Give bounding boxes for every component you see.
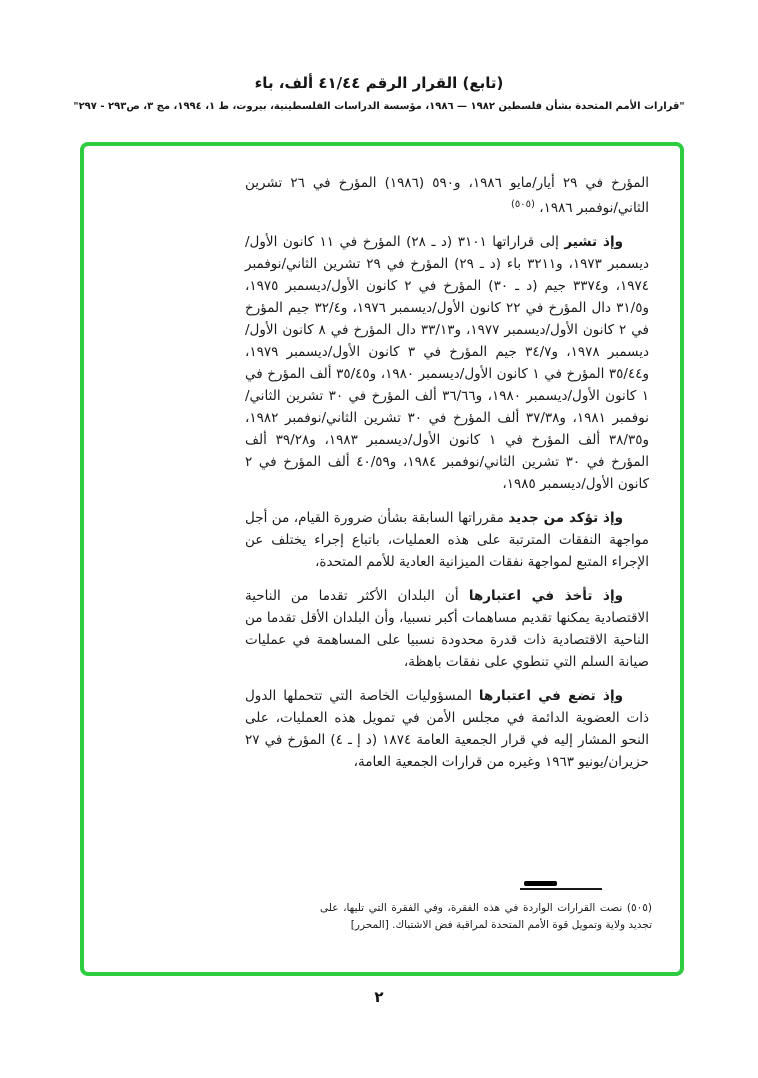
- paragraph-body: المسؤوليات الخاصة التي تتحملها الدول ذات العضوية الدائمة في مجلس الأمن في تمويل هذه العمليات، على النحو المشار إليه في قرار الجمعية العامة ١٨٧٤ (د إ ـ ٤) المؤرخ في ٢٧ حزيران/يونيو ١٩٦٣ وغيره من قرارات الجمعية العامة،: [245, 688, 650, 770]
- paragraph-body: أن البلدان الأكثر تقدما من الناحية الاقتصادية يمكنها تقديم مساهمات أكبر نسبيا، وأن البلدان الأقل تقدما من الناحية الاقتصادية ذات قدرة محدودة نسبيا على المساهمة في عمليات صيانة السلم التي تنطوي على نفقات باهظة،: [245, 588, 649, 670]
- page-title: (تابع) القرار الرقم ٤١/٤٤ ألف، باء: [254, 74, 504, 92]
- ink-mark-artifact: [524, 881, 557, 886]
- paragraph-body: إلى قراراتها ٣١٠١ (د ـ ٢٨) المؤرخ في ١١ كانون الأول/ديسمبر ١٩٧٣، و٣٢١١ باء (د ـ ٢٩) المؤرخ في ٢٩ تشرين الثاني/نوفمبر ١٩٧٤، و٣٣٧٤ جيم (د ـ ٣٠) المؤرخ في ٢ كانون الأول/ديسمبر ١٩٧٥، و٣١/٥ دال المؤرخ في ٢٢ كانون الأول/ديسمبر ١٩٧٦، و٣٢/٤ جيم المؤرخ في ٢ كانون الأول/ديسمبر ١٩٧٧، و٣٣/١٣ دال المؤرخ في ٨ كانون الأول/ديسمبر ١٩٧٨، و٣٤/٧ جيم المؤرخ في ٣ كانون الأول/ديسمبر ١٩٧٩، و٣٥/٤٤ المؤرخ في ١ كانون الأول/ديسمبر ١٩٨٠، و٣٥/٤٥ ألف المؤرخ في ١ كانون الأول/ديسمبر ١٩٨٠، و٣٦/٦٦ ألف المؤرخ في ٣٠ تشرين الثاني/نوفمبر ١٩٨١، و٣٧/٣٨ ألف المؤرخ في ٣٠ تشرين الثاني/نوفمبر ١٩٨٢، و٣٨/٣٥ ألف المؤرخ في ١ كانون الأول/ديسمبر ١٩٨٣، و٣٩/٢٨ ألف المؤرخ في ٣٠ تشرين الثاني/نوفمبر ١٩٨٤، و٤٠/٥٩ ألف المؤرخ في ٢ كانون الأول/ديسمبر ١٩٨٥،: [245, 234, 650, 492]
- footnote-text: (٥٠٥) نصت القرارات الواردة في هذه الفقرة، وفي الفقرة التي تليها، على تجديد ولاية وتمويل قوة الأمم المتحدة لمراقبة فض الاشتباك. [المحرر]: [320, 902, 652, 931]
- paragraph-continuation: [245, 172, 649, 219]
- paragraph-recalling: [245, 231, 649, 495]
- source-citation: "قرارات الأمم المتحدة بشأن فلسطين ١٩٨٢ — ١٩٨٦، مؤسسة الدراسات الفلسطينية، بيروت، ط ١، ١٩٩٤، مج ٣، ص٢٩٣ - ٢٩٧": [73, 101, 685, 112]
- page-number: ٢: [374, 988, 384, 1006]
- paragraph-taking-into-account: [245, 585, 649, 673]
- footnote-ref: (٥٠٥): [510, 199, 535, 210]
- document-text: [245, 172, 649, 785]
- scanned-page-frame: [80, 142, 684, 976]
- paragraph-lead: وإذ تؤكد من جديد: [508, 510, 623, 526]
- document-header: [0, 74, 758, 112]
- paragraph-lead: وإذ تشير: [564, 234, 623, 250]
- paragraph-reaffirming: [245, 507, 649, 573]
- paragraph-lead: وإذ تضع في اعتبارها: [478, 688, 623, 704]
- paragraph-body: المؤرخ في ٢٩ أيار/مايو ١٩٨٦، و٥٩٠ (١٩٨٦) المؤرخ في ٢٦ تشرين الثاني/نوفمبر ١٩٨٦،: [245, 175, 650, 216]
- footnote-divider: [520, 888, 602, 890]
- paragraph-bearing-in-mind: [245, 685, 649, 773]
- paragraph-body: مقرراتها السابقة بشأن ضرورة القيام، من أجل مواجهة النفقات المترتبة على هذه العمليات، باتباع إجراء يختلف عن الإجراء المتبع لمواجهة نفقات الميزانية العادية للأمم المتحدة،: [245, 510, 649, 570]
- paragraph-lead: وإذ تأخذ في اعتبارها: [468, 588, 623, 604]
